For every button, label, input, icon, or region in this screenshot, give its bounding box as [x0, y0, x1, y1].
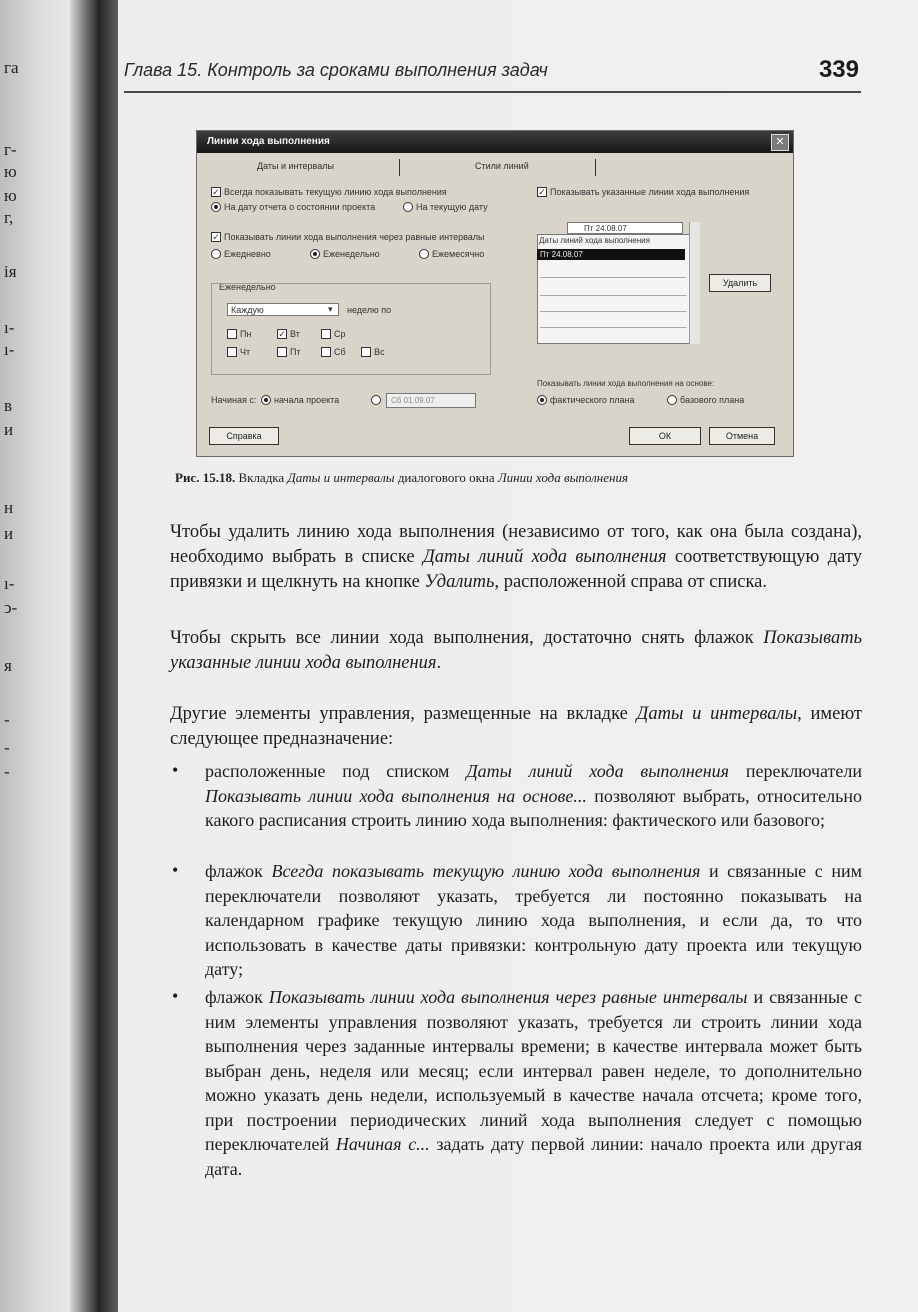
day-label: Пт [290, 347, 301, 357]
list-row-divider [540, 295, 686, 296]
margin-fragment: ı- [4, 318, 15, 337]
bullet-marker: • [172, 986, 179, 1006]
day-label: Вс [374, 347, 385, 357]
day-checkbox[interactable] [361, 347, 371, 357]
bullet-italic: Показывать линии хода выполнения на основе... [205, 785, 587, 806]
margin-fragment: г- [4, 140, 17, 159]
help-button[interactable]: Справка [209, 427, 279, 445]
margin-fragment: ı- [4, 340, 15, 359]
based-on-label: Показывать линии хода выполнения на основе: [537, 379, 715, 388]
status-date-radio[interactable] [211, 202, 221, 212]
begin-project-radio[interactable] [261, 395, 271, 405]
select-value: Каждую [231, 305, 264, 315]
paragraph [170, 626, 862, 676]
tab-separator [399, 159, 400, 176]
bullet-italic: Показывать линии хода выполнения через равные интервалы [268, 987, 748, 1007]
list-scrollbar[interactable] [689, 222, 700, 344]
delete-button[interactable]: Удалить [709, 274, 771, 292]
day-label: Вт [290, 329, 300, 339]
weekly-label: Еженедельно [323, 249, 380, 259]
close-icon[interactable]: ✕ [771, 134, 789, 151]
list-header: Даты линий хода выполнения [539, 236, 650, 245]
bullet-text: переключатели [729, 761, 862, 781]
bullet-marker: • [172, 860, 179, 880]
day-checkbox[interactable] [227, 329, 237, 339]
always-show-label: Всегда показывать текущую линию хода выполнения [224, 187, 447, 197]
paragraph-text: Чтобы удалить линию хода выполнения (независимо от того, как она была создана), необходимо выбрать в списке [170, 522, 862, 567]
day-label: Чт [240, 347, 251, 357]
show-recurring-label: Показывать линии хода выполнения через равные интервалы [224, 232, 485, 242]
list-row-divider [540, 327, 686, 328]
begin-date-input[interactable]: Сб 01.09.07 [386, 393, 476, 408]
baseline-plan-label: базового плана [680, 395, 745, 405]
day-label: Ср [334, 329, 346, 339]
figure-caption [175, 470, 628, 486]
bullet-item [205, 759, 862, 833]
day-checkbox[interactable] [227, 347, 237, 357]
ok-button[interactable]: ОК [629, 427, 701, 445]
margin-fragment: и [4, 420, 14, 439]
show-selected-label: Показывать указанные линии хода выполнения [550, 187, 750, 197]
bullet-marker: • [172, 760, 179, 780]
paragraph-text: Чтобы скрыть все линии хода выполнения, достаточно снять флажок [170, 628, 764, 648]
margin-fragment: н [4, 498, 14, 517]
dialog-title: Линии хода выполнения [207, 136, 330, 147]
margin-fragment: - [4, 762, 10, 781]
day-label: Пн [240, 329, 252, 339]
book-gutter-shadow [70, 0, 118, 1312]
bullet-text: и связанные с ним переключатели позволяют указать, требуется ли постоянно показывать на календарном графике текущую линию хода выполнения, и если да, то что использовать в качестве даты привязки: контрольную дату проекта или текущую дату; [205, 861, 862, 979]
begin-project-label: начала проекта [274, 395, 340, 405]
caption-label: Рис. 15.18. [175, 470, 236, 485]
paragraph-text: , расположенной справа от списка. [494, 572, 767, 592]
margin-fragment: ͻ- [4, 598, 18, 617]
margin-fragment: г, [4, 208, 14, 227]
bullet-text: флажок [205, 987, 269, 1007]
margin-fragment: я [4, 656, 12, 675]
bullet-item [205, 985, 862, 1181]
margin-fragment: и [4, 524, 14, 543]
bullet-italic: Всегда показывать текущую линию хода выполнения [271, 861, 701, 881]
show-selected-checkbox[interactable]: ✓ [538, 187, 546, 197]
paragraph-italic: Даты и интервалы [636, 704, 798, 724]
paragraph-text: соответствующую дату привязки и щелкнуть на кнопке [170, 547, 862, 592]
always-show-checkbox[interactable]: ✓ [212, 187, 220, 197]
list-row-divider [540, 311, 686, 312]
bullet-text: позволяют выбрать, относительно какого расписания строить линию хода выполнения: фактического или базового; [205, 785, 862, 830]
list-row-divider [540, 277, 686, 278]
show-recurring-checkbox[interactable]: ✓ [212, 232, 220, 242]
bullet-text: задать дату первой линии: начало проекта или другая дата. [205, 1134, 862, 1179]
paragraph [170, 702, 862, 752]
header-rule [124, 91, 861, 93]
cancel-button[interactable]: Отмена [709, 427, 775, 445]
margin-fragment: ю [4, 186, 17, 205]
margin-fragment: ı- [4, 574, 15, 593]
bullet-italic: Даты линий хода выполнения [466, 761, 730, 781]
paragraph-italic: Показывать указанные линии хода выполнения [170, 628, 862, 673]
progress-lines-dialog [196, 130, 794, 457]
tab-dates-intervals[interactable]: Даты и интервалы [257, 161, 334, 171]
dropdown-value: Пт 24.08.07 [584, 224, 627, 233]
actual-plan-label: фактического плана [550, 395, 635, 405]
chapter-title: Глава 15. Контроль за сроками выполнения задач [124, 60, 548, 80]
week-suffix: неделю по [347, 305, 392, 315]
paragraph-text: Другие элементы управления, размещенные на вкладке [170, 704, 637, 724]
bullet-text: и связанные с ним элементы управления позволяют указать, требуется ли строить линии хода выполнения через заданные интервалы времени; в качестве интервала может быть выбран день, неделя или месяц; если интервал равен неделе, то дополнительно можно указать день недели, используемый в качестве начала отсчета; кроме того, при построении периодических линий хода выполнения следует с помощью переключателей [205, 987, 863, 1154]
tab-separator [595, 159, 596, 176]
day-checkbox[interactable]: ✓ [278, 329, 286, 339]
bullet-item [205, 859, 862, 982]
begin-label: Начиная с: [211, 395, 257, 405]
day-checkbox[interactable] [277, 347, 287, 357]
dialog-titlebar [197, 131, 793, 153]
monthly-label: Ежемесячно [432, 249, 485, 259]
caption-text: диалогового окна [394, 470, 498, 485]
current-date-label: На текущую дату [416, 202, 488, 212]
paragraph [170, 520, 862, 595]
paragraph-text: . [436, 653, 442, 673]
paragraph-text: , имеют следующее предназначение: [170, 704, 862, 749]
weekly-group-box [211, 283, 491, 375]
current-date-radio[interactable] [403, 202, 413, 212]
bullet-text: расположенные под списком [205, 761, 467, 781]
actual-plan-radio[interactable] [537, 395, 547, 405]
margin-fragment: ю [4, 162, 17, 181]
bullet-text: флажок [205, 861, 272, 881]
paragraph-italic: Удалить [424, 572, 495, 592]
margin-fragment: га [4, 58, 19, 77]
baseline-plan-radio[interactable] [667, 395, 677, 405]
begin-date-radio[interactable] [371, 395, 381, 405]
page-number: 339 [818, 56, 859, 83]
caption-tab-name: Даты и интервалы [287, 470, 395, 485]
weekly-radio[interactable] [310, 249, 320, 259]
daily-radio[interactable] [211, 249, 221, 259]
caption-dialog-name: Линии хода выполнения [497, 470, 628, 485]
margin-fragment: - [4, 738, 10, 757]
interval-select[interactable] [227, 303, 339, 316]
margin-fragment: в [4, 396, 13, 415]
running-header [124, 56, 859, 90]
status-date-label: На дату отчета о состоянии проекта [224, 202, 376, 212]
list-selected-row[interactable]: Пт 24.08.07 [537, 249, 685, 260]
daily-label: Ежедневно [224, 249, 271, 259]
dates-dropdown[interactable] [567, 222, 683, 234]
group-label: Еженедельно [219, 282, 276, 292]
monthly-radio[interactable] [419, 249, 429, 259]
chevron-down-icon: ▾ [328, 304, 333, 314]
margin-fragment: ія [4, 262, 17, 281]
caption-text: Вкладка [235, 470, 288, 485]
margin-fragment: - [4, 710, 10, 729]
day-checkbox[interactable] [321, 329, 331, 339]
day-label: Сб [334, 347, 346, 357]
paragraph-italic: Даты линий хода выполнения [422, 547, 667, 567]
tab-line-styles[interactable]: Стили линий [475, 161, 529, 171]
bullet-italic: Начиная с... [335, 1134, 430, 1154]
day-checkbox[interactable] [321, 347, 331, 357]
